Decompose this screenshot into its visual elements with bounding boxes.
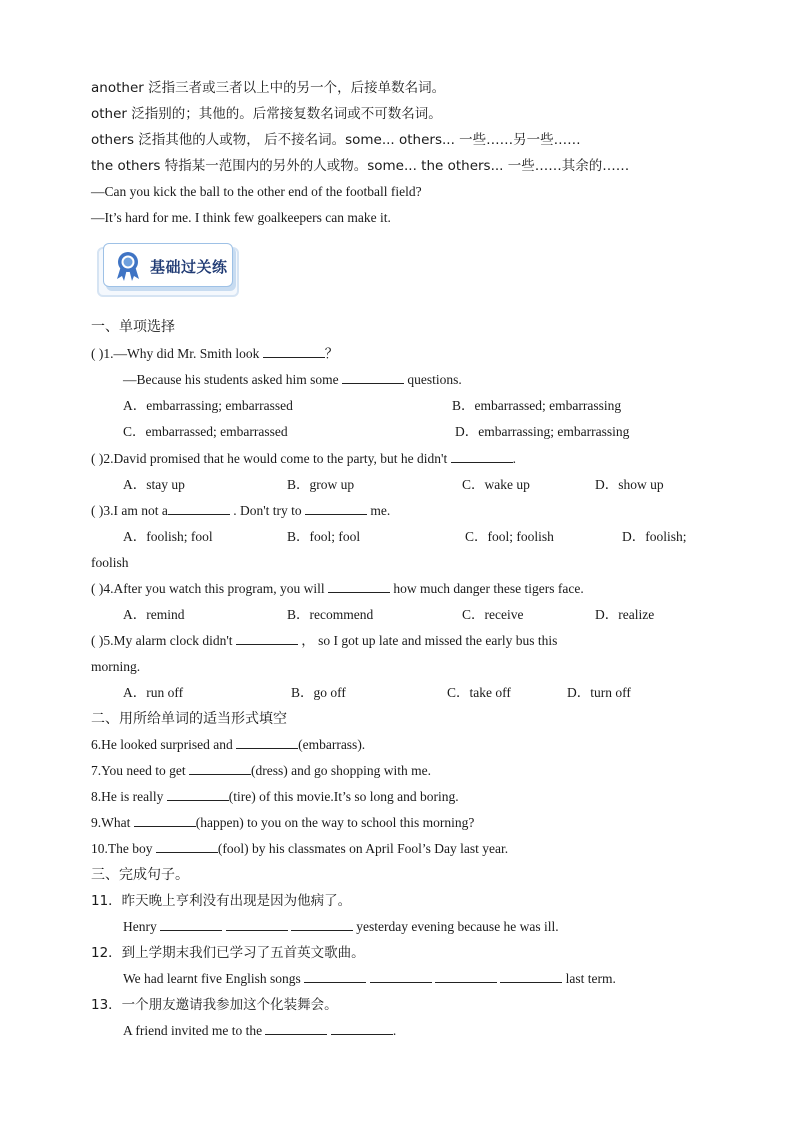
- q4-option-a[interactable]: A．remind: [123, 607, 185, 622]
- answer-blank[interactable]: [236, 632, 298, 645]
- q3-option-d-cont: foolish: [91, 555, 129, 570]
- medal-ribbon-icon: [114, 250, 142, 282]
- q3-option-b[interactable]: B．fool; fool: [287, 529, 361, 544]
- q9: 9.What (happen) to you on the way to school this morning?: [91, 815, 475, 830]
- q5-option-c[interactable]: C．take off: [447, 685, 511, 700]
- q3-option-c[interactable]: C．fool; foolish: [465, 529, 554, 544]
- answer-blank[interactable]: [160, 918, 222, 931]
- q2-option-c[interactable]: C．wake up: [462, 477, 530, 492]
- answer-blank[interactable]: [167, 788, 229, 801]
- q5-option-d[interactable]: D．turn off: [567, 685, 631, 700]
- q3-option-d[interactable]: D．foolish;: [622, 529, 687, 544]
- q5-stem: ( )5.My alarm clock didn't ， so I got up late and missed the early bus this: [91, 633, 558, 648]
- q1-stem-line2: —Because his students asked him some questions.: [123, 372, 462, 387]
- q1-option-d[interactable]: D．embarrassing; embarrassing: [455, 424, 630, 439]
- q2-option-a[interactable]: A．stay up: [123, 477, 185, 492]
- answer-blank[interactable]: [226, 918, 288, 931]
- q4-stem: ( )4.After you watch this program, you will how much danger these tigers face.: [91, 581, 584, 596]
- q8: 8.He is really (tire) of this movie.It’s so long and boring.: [91, 789, 459, 804]
- q4-option-d[interactable]: D．realize: [595, 607, 655, 622]
- answer-blank[interactable]: [263, 345, 325, 358]
- answer-blank[interactable]: [342, 371, 404, 384]
- q12-english: We had learnt five English songs last term.: [123, 971, 616, 986]
- q5-option-b[interactable]: B．go off: [291, 685, 346, 700]
- section-banner: [97, 243, 237, 297]
- q13-chinese: 13．一个朋友邀请我参加这个化装舞会。: [91, 997, 338, 1013]
- q13-english: A friend invited me to the .: [123, 1023, 397, 1038]
- answer-blank[interactable]: [328, 580, 390, 593]
- answer-blank[interactable]: [435, 970, 497, 983]
- answer-blank[interactable]: [189, 762, 251, 775]
- answer-blank[interactable]: [156, 840, 218, 853]
- answer-blank[interactable]: [265, 1022, 327, 1035]
- note-others: others 泛指其他的人或物， 后不接名词。some... others... 一些……另一些……: [91, 132, 581, 148]
- q1-stem: ( )1.—Why did Mr. Smith look ？: [91, 346, 339, 362]
- q2-option-b[interactable]: B．grow up: [287, 477, 355, 492]
- answer-blank[interactable]: [500, 970, 562, 983]
- banner-title: 基础过关练: [150, 258, 228, 276]
- answer-blank[interactable]: [134, 814, 196, 827]
- answer-blank[interactable]: [305, 502, 367, 515]
- q7: 7.You need to get (dress) and go shopping with me.: [91, 763, 431, 778]
- section1-title: 一、单项选择: [91, 319, 175, 335]
- section3-title: 三、完成句子。: [91, 867, 189, 883]
- note-the-others: the others 特指某一范围内的另外的人或物。some... the others... 一些……其余的……: [91, 158, 630, 174]
- answer-blank[interactable]: [304, 970, 366, 983]
- q1-option-b[interactable]: B．embarrassed; embarrassing: [452, 398, 622, 413]
- q3-option-a[interactable]: A．foolish; fool: [123, 529, 213, 544]
- q4-option-c[interactable]: C．receive: [462, 607, 524, 622]
- note-other: other 泛指别的；其他的。后常接复数名词或不可数名词。: [91, 106, 442, 122]
- q5-option-a[interactable]: A．run off: [123, 685, 184, 700]
- q3-stem: ( )3.I am not a . Don't try to me.: [91, 503, 391, 518]
- answer-blank[interactable]: [236, 736, 298, 749]
- q2-option-d[interactable]: D．show up: [595, 477, 664, 492]
- section2-title: 二、用所给单词的适当形式填空: [91, 711, 287, 727]
- answer-blank[interactable]: [168, 502, 230, 515]
- answer-blank[interactable]: [291, 918, 353, 931]
- q11-chinese: 11．昨天晚上亨利没有出现是因为他病了。: [91, 893, 352, 909]
- answer-blank[interactable]: [451, 450, 513, 463]
- q1-option-c[interactable]: C．embarrassed; embarrassed: [123, 424, 288, 439]
- q2-stem: ( )2.David promised that he would come to the party, but he didn't .: [91, 451, 516, 466]
- q12-chinese: 12．到上学期末我们已学习了五首英文歌曲。: [91, 945, 365, 961]
- answer-blank[interactable]: [331, 1022, 393, 1035]
- q1-option-a[interactable]: A．embarrassing; embarrassed: [123, 398, 293, 413]
- q6: 6.He looked surprised and (embarrass).: [91, 737, 366, 752]
- example-question: —Can you kick the ball to the other end of the football field?: [91, 184, 422, 199]
- answer-blank[interactable]: [370, 970, 432, 983]
- q5-stem-cont: morning.: [91, 659, 141, 674]
- example-answer: —It’s hard for me. I think few goalkeepers can make it.: [91, 210, 391, 225]
- note-another: another 泛指三者或三者以上中的另一个，后接单数名词。: [91, 80, 446, 96]
- q11-english: Henry yesterday evening because he was ill.: [123, 919, 559, 934]
- q10: 10.The boy (fool) by his classmates on April Fool’s Day last year.: [91, 841, 509, 856]
- q4-option-b[interactable]: B．recommend: [287, 607, 374, 622]
